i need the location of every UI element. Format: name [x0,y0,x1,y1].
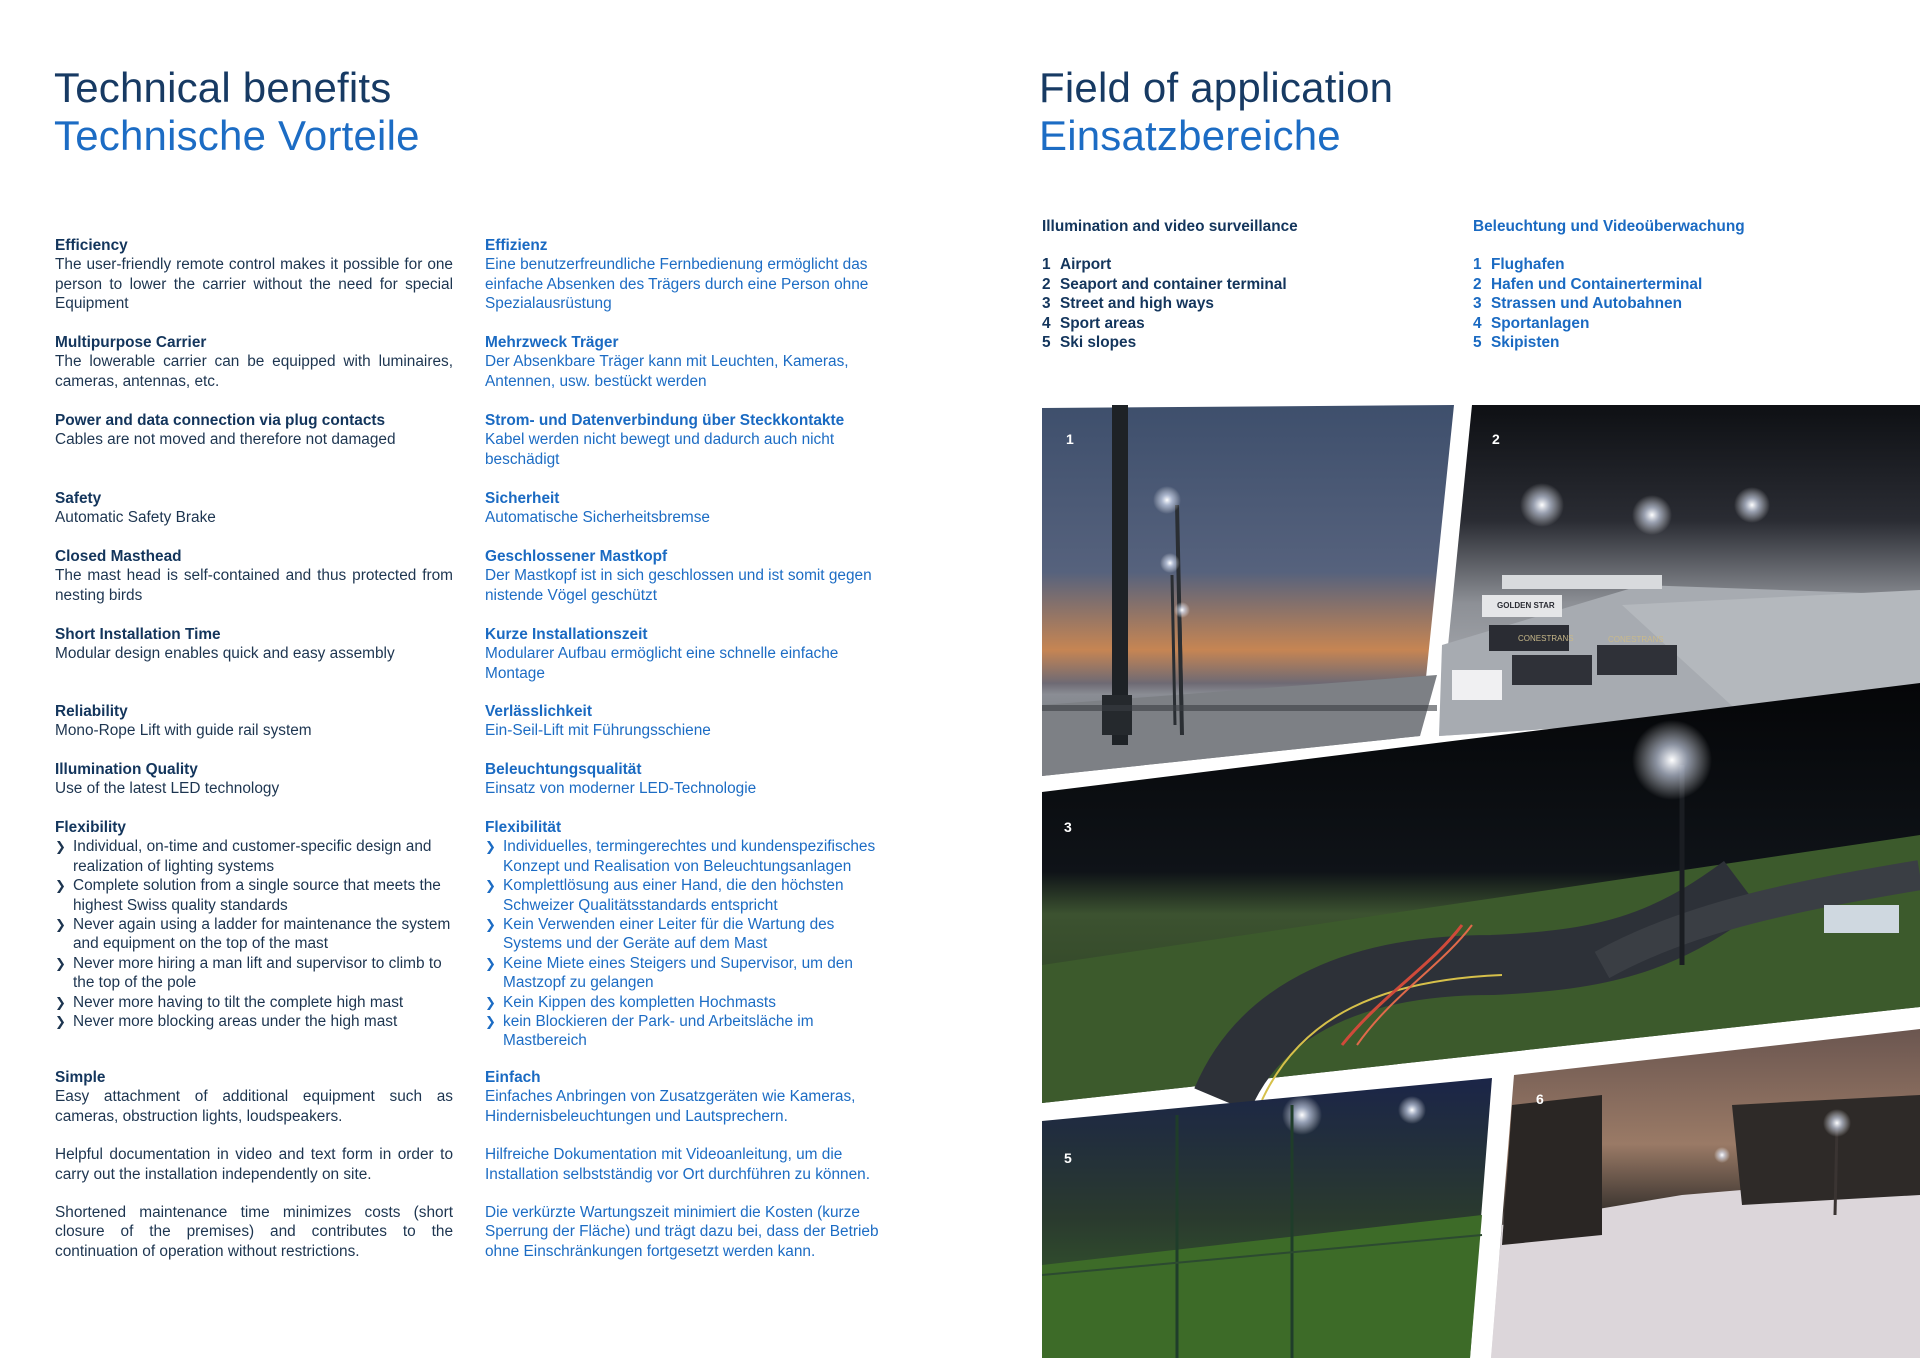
benefit-text: Cables are not moved and therefore not damaged [55,431,396,449]
chevron-right-icon: ❯ [55,917,66,933]
benefit-title: Verlässlichkeit [485,703,592,720]
benefit-illumination [55,760,453,799]
applications-ol [1042,255,1298,352]
list-item: ❯ Kein Verwenden einer Leiter für die Wartung des Systems und der Geräte auf dem Mast [485,916,835,953]
benefit-text: Modular design enables quick and easy assembly [55,645,395,663]
benefit-title: Beleuchtungsqualität [485,761,642,778]
benefit-text: Easy attachment of additional equipment such as cameras, obstruction lights, loudspeakers. [55,1088,453,1125]
benefit-strom-daten [485,411,883,469]
benefit-einfach [485,1068,883,1261]
benefit-closed-masthead [55,547,453,605]
chevron-right-icon: ❯ [55,994,66,1010]
benefit-multipurpose [55,333,453,391]
benefit-text: Helpful documentation in video and text form in order to carry out the installation independently on site. [55,1146,453,1183]
applications-list-en [1042,217,1298,352]
benefit-title: Einfach [485,1069,541,1086]
benefit-text: The user-friendly remote control makes it possible for one person to lower the carrier without the need for special Equipment [55,256,453,313]
photo-airport [1042,405,1454,776]
benefit-title: Safety [55,490,102,507]
benefit-title: Power and data connection via plug contacts [55,412,386,429]
photo-number: 5 [1064,1150,1072,1166]
heading-de: Einsatzbereiche [1039,112,1341,159]
container-sign: GOLDEN STAR [1497,601,1555,610]
list-item: 2 Hafen und Containerterminal [1473,275,1703,293]
applications-subtitle: Beleuchtung und Videoüberwachung [1473,218,1745,235]
applications-subtitle: Illumination and video surveillance [1042,218,1298,235]
list-item: ❯ Never more hiring a man lift and supervisor to climb to the top of the pole [55,954,442,992]
benefit-flexibility [55,818,453,1031]
photo-container-terminal [1439,405,1920,736]
benefit-title: Closed Masthead [55,548,182,565]
list-item: ❯ Individual, on-time and customer-specific design and realization of lighting systems [55,838,432,875]
list-item: ❯ Complete solution from a single source that meets the highest Swiss quality standards [55,877,441,914]
benefit-title: Illumination Quality [55,761,198,778]
benefit-text: Mono-Rope Lift with guide rail system [55,722,312,740]
chevron-right-icon: ❯ [485,994,496,1010]
photo-number: 3 [1064,819,1072,835]
benefit-text: Ein-Seil-Lift mit Führungsschiene [485,722,711,740]
benefit-text: The lowerable carrier can be equipped with luminaires, cameras, antennas, etc. [55,353,453,390]
photo-number: 6 [1536,1091,1544,1107]
list-item: 4 Sportanlagen [1473,314,1590,332]
list-item: 3 Strassen und Autobahnen [1473,295,1682,313]
benefit-title: Flexibilität [485,819,562,836]
benefit-installation-time [55,625,453,664]
applications-list-de [1473,217,1745,352]
benefit-sicherheit [485,489,883,528]
benefit-efficiency [55,236,453,314]
benefit-text: Kabel werden nicht bewegt und dadurch auch nicht beschädigt [485,431,835,468]
chevron-right-icon: ❯ [485,955,496,971]
benefit-title: Short Installation Time [55,626,221,643]
photo-sport-field [1042,1078,1492,1358]
list-item: 2 Seaport and container terminal [1042,275,1287,293]
list-item: ❯ kein Blockieren der Park- und Arbeitsläche im Mastbereich [485,1013,814,1050]
list-item: ❯ Never more blocking areas under the high mast [55,1013,398,1031]
container-sign: CONESTRANS [1608,635,1664,644]
list-item: ❯ Keine Miete eines Steigers und Supervisor, um den Mastzopf zu gelangen [485,954,853,992]
flexibility-list [55,837,453,1031]
benefit-text: Use of the latest LED technology [55,780,280,798]
benefit-text: Automatic Safety Brake [55,509,216,527]
benefit-mastkopf [485,547,883,605]
list-item: 1 Flughafen [1473,256,1565,274]
flexibilitaet-list [485,837,895,1050]
list-item: ❯ Kein Kippen des kompletten Hochmasts [485,993,776,1011]
photo-ski-slope [1491,1029,1920,1358]
benefit-text: The mast head is self-contained and thus protected from nesting birds [55,567,453,604]
list-item: ❯ Never again using a ladder for maintenance the system and equipment on the top of the mast [55,916,451,953]
list-item: 5 Ski slopes [1042,334,1137,352]
photo-number: 2 [1492,431,1500,447]
benefit-text: Einsatz von moderner LED-Technologie [485,780,757,798]
chevron-right-icon: ❯ [485,1014,496,1030]
benefit-power-data [55,411,453,450]
heading-en: Technical benefits [54,64,392,111]
heading-de: Technische Vorteile [54,112,420,159]
benefit-text: Der Mastkopf ist in sich geschlossen und ist somit gegen nistende Vögel geschützt [485,567,872,604]
chevron-right-icon: ❯ [55,878,66,894]
benefit-title: Flexibility [55,819,126,836]
list-item: ❯ Individuelles, termingerechtes und kundenspezifisches Konzept und Realisation von Beleuchtungsanlagen [485,838,876,875]
benefit-text: Automatische Sicherheitsbremse [485,509,710,527]
benefit-title: Mehrzweck Träger [485,334,619,351]
list-item: 5 Skipisten [1473,334,1560,352]
benefit-title: Effizienz [485,237,548,254]
benefit-title: Geschlossener Mastkopf [485,548,668,565]
benefit-title: Reliability [55,703,128,720]
benefit-text: Modularer Aufbau ermöglicht eine schnelle einfache Montage [485,645,839,682]
applications-ol [1473,255,1745,352]
application-photo-collage [1042,405,1920,1358]
benefit-beleuchtungsqualitaet [485,760,883,799]
list-item: ❯ Komplettlösung aus einer Hand, die den höchsten Schweizer Qualitätsstandards entspricht [485,877,844,914]
benefit-simple [55,1068,453,1261]
chevron-right-icon: ❯ [55,1014,66,1030]
benefit-verlaesslichkeit [485,702,883,741]
list-item: 4 Sport areas [1042,314,1145,332]
benefit-title: Simple [55,1069,106,1086]
field-of-application-heading [1039,64,1393,160]
benefit-text: Eine benutzerfreundliche Fernbedienung ermöglicht das einfache Absenken des Trägers durch eine Person ohne Spezialausrüstung [485,256,869,313]
benefit-title: Kurze Installationszeit [485,626,648,643]
chevron-right-icon: ❯ [55,839,66,855]
benefit-title: Strom- und Datenverbindung über Steckkontakte [485,412,845,429]
benefit-text: Einfaches Anbringen von Zusatzgeräten wie Kameras, Hindernisbeleuchtungen und Lautsprechern. [485,1088,856,1125]
benefit-text: Hilfreiche Dokumentation mit Videoanleitung, um die Installation selbstständig vor Ort durchführen zu können. [485,1146,870,1183]
container-sign: CONESTRANS [1518,634,1574,643]
benefit-effizienz [485,236,883,314]
chevron-right-icon: ❯ [55,955,66,971]
benefit-text: Shortened maintenance time minimizes costs (short closure of the premises) and contributes to the continuation of operation without restrictions. [55,1204,453,1260]
list-item: 3 Street and high ways [1042,295,1214,313]
technical-benefits-heading [54,64,420,160]
benefit-text: Der Absenkbare Träger kann mit Leuchten, Kameras, Antennen, usw. bestückt werden [485,353,849,390]
list-item: 1 Airport [1042,256,1112,274]
chevron-right-icon: ❯ [485,878,496,894]
benefit-reliability [55,702,453,741]
heading-en: Field of application [1039,64,1394,111]
benefit-flexibilitaet [485,818,895,1051]
benefit-title: Sicherheit [485,490,560,507]
benefit-title: Multipurpose Carrier [55,334,207,351]
list-item: ❯ Never more having to tilt the complete high mast [55,993,404,1011]
benefit-mehrzweck [485,333,883,391]
benefit-installationszeit [485,625,883,683]
benefit-title: Efficiency [55,237,128,254]
chevron-right-icon: ❯ [485,839,496,855]
benefit-text: Die verkürzte Wartungszeit minimiert die Kosten (kurze Sperrung der Fläche) und trägt dazu bei, dass der Betrieb ohne Einschränkungen fortgesetzt werden kann. [485,1204,879,1260]
photo-number: 1 [1066,431,1074,447]
benefit-safety [55,489,453,528]
chevron-right-icon: ❯ [485,917,496,933]
